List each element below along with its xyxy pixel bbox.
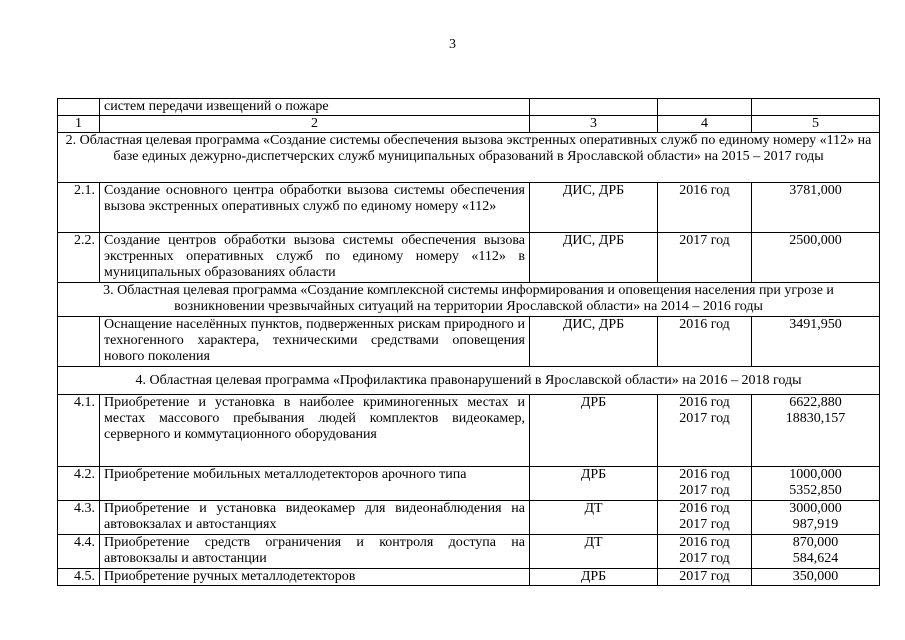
row-number [58, 317, 100, 367]
table-row [58, 501, 880, 535]
budget-table [57, 98, 880, 586]
page-number: 3 [449, 37, 456, 52]
column-number: 4 [658, 116, 752, 133]
row-description: Приобретение мобильных металлодетекторов арочного типа [100, 467, 530, 501]
row-years: 2016 год 2017 год [658, 501, 752, 535]
row-description: Приобретение и установка видеокамер для видеонаблюдения на автовокзалах и автостанциях [100, 501, 530, 535]
row-years: 2016 год [658, 317, 752, 367]
row-amounts: 3781,000 [752, 183, 880, 233]
row-amounts: 350,000 [752, 569, 880, 586]
row-years: 2017 год [658, 569, 752, 586]
row-description: Приобретение средств ограничения и контроля доступа на автовокзалы и автостанции [100, 535, 530, 569]
row-number: 2.1. [58, 183, 100, 233]
row-number: 4.1. [58, 395, 100, 467]
program-heading-row [58, 133, 880, 183]
column-number-row [58, 116, 880, 133]
row-amounts: 870,000 584,624 [752, 535, 880, 569]
column-number: 5 [752, 116, 880, 133]
table-row [58, 233, 880, 283]
row-amounts: 2500,000 [752, 233, 880, 283]
row-executor: ДИС, ДРБ [530, 183, 658, 233]
row-executor: ДТ [530, 501, 658, 535]
table-row [58, 535, 880, 569]
program-heading-row [58, 283, 880, 317]
row-executor: ДРБ [530, 569, 658, 586]
row-amounts: 6622,880 18830,157 [752, 395, 880, 467]
row-amounts: 3000,000 987,919 [752, 501, 880, 535]
continuation-desc: систем передачи извещений о пожаре [100, 99, 530, 116]
row-years: 2016 год [658, 183, 752, 233]
table-row [58, 569, 880, 586]
row-number: 4.2. [58, 467, 100, 501]
program-title: 3. Областная целевая программа «Создание комплексной системы информирования и оповещения населения при угрозе и возникновении чрезвычайных ситуаций на территории Ярославской области» на 2014 – 2016 годы [58, 283, 880, 317]
row-years: 2017 год [658, 233, 752, 283]
row-executor: ДТ [530, 535, 658, 569]
row-years: 2016 год 2017 год [658, 535, 752, 569]
row-amounts: 3491,950 [752, 317, 880, 367]
row-number: 2.2. [58, 233, 100, 283]
row-number: 4.5. [58, 569, 100, 586]
row-amounts: 1000,000 5352,850 [752, 467, 880, 501]
row-years: 2016 год 2017 год [658, 467, 752, 501]
row-description: Создание основного центра обработки вызова системы обеспечения вызова экстренных оперативных служб по единому номеру «112» [100, 183, 530, 233]
table-row [58, 467, 880, 501]
program-title: 4. Областная целевая программа «Профилактика правонарушений в Ярославской области» на 2016 – 2018 годы [58, 367, 880, 395]
row-description: Создание центров обработки вызова системы обеспечения вызова экстренных оперативных служб по единому номеру «112» в муниципальных образованиях области [100, 233, 530, 283]
table-row [58, 395, 880, 467]
column-number: 3 [530, 116, 658, 133]
row-number: 4.3. [58, 501, 100, 535]
program-heading-row [58, 367, 880, 395]
column-number: 2 [100, 116, 530, 133]
row-description: Оснащение населённых пунктов, подверженных рискам природного и техногенного характера, техническими средствами оповещения нового поколения [100, 317, 530, 367]
row-executor: ДРБ [530, 467, 658, 501]
row-executor: ДРБ [530, 395, 658, 467]
column-number: 1 [58, 116, 100, 133]
continuation-row [58, 99, 880, 116]
table-row [58, 183, 880, 233]
row-executor: ДИС, ДРБ [530, 317, 658, 367]
table-row [58, 317, 880, 367]
program-title: 2. Областная целевая программа «Создание системы обеспечения вызова экстренных оперативных служб по единому номеру «112» на базе единых дежурно-диспетчерских служб муниципальных образований в Ярославской области» на 2015 – 2017 годы [58, 133, 880, 183]
row-executor: ДИС, ДРБ [530, 233, 658, 283]
row-number: 4.4. [58, 535, 100, 569]
row-description: Приобретение и установка в наиболее криминогенных местах и местах массового пребывания людей комплектов видеокамер, серверного и коммутационного оборудования [100, 395, 530, 467]
row-description: Приобретение ручных металлодетекторов [100, 569, 530, 586]
row-years: 2016 год 2017 год [658, 395, 752, 467]
